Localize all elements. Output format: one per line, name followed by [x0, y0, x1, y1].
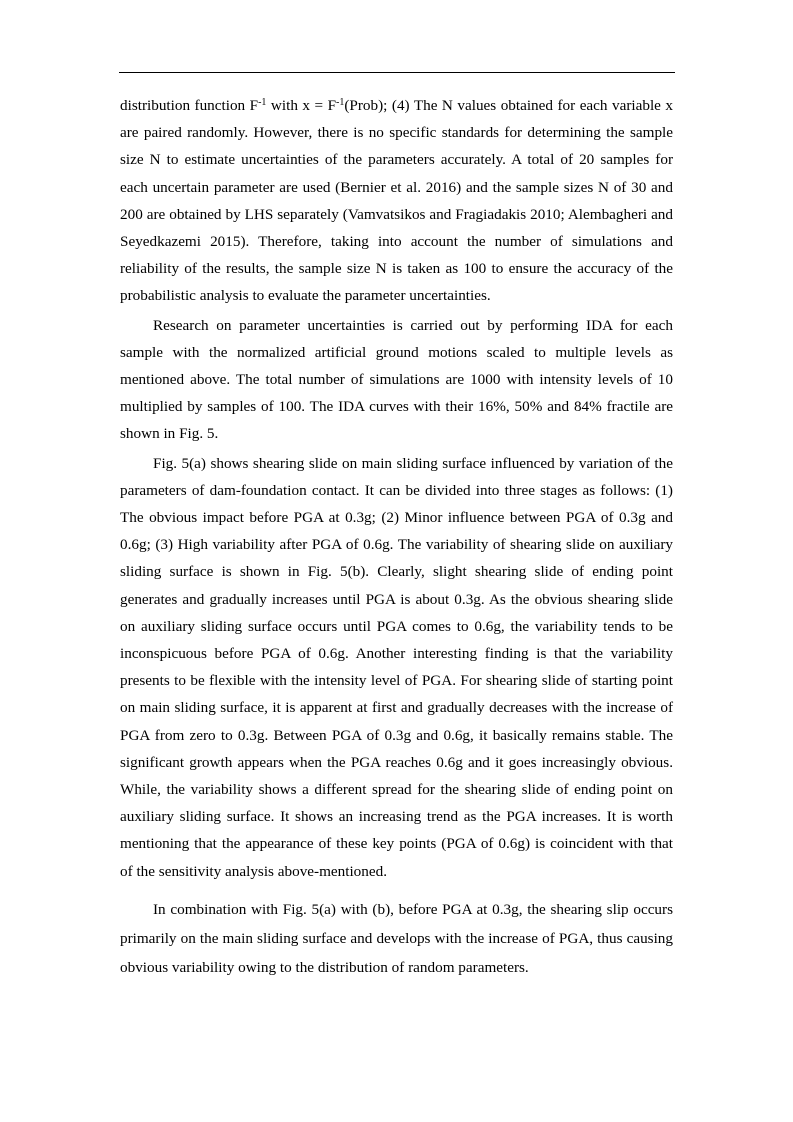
header-rule	[119, 72, 675, 73]
superscript: -1	[336, 97, 345, 108]
text-span: (Prob); (4) The N values obtained for each variable x are paired randomly. However, there is no specific standards for determining the sample size N to estimate uncertainties of the parameters accurately. A total of 20 samples for each uncertain parameter are used (Bernier et al. 2016) and the sample sizes N of 30 and 200 are obtained by LHS separately (Vamvatsikos and Fragiadakis 2010; Alembagheri and Seyedkazemi 2015). Therefore, taking into account the number of simulations and reliability of the results, the sample size N is taken as 100 to ensure the accuracy of the probabilistic analysis to evaluate the parameter uncertainties.	[120, 97, 673, 305]
paragraph-ida-research: Research on parameter uncertainties is carried out by performing IDA for each sample with the normalized artificial ground motions scaled to multiple levels as mentioned above. The total number of simulations are 1000 with intensity levels of 10 multiplied by samples of 100. The IDA curves with their 16%, 50% and 84% fractile are shown in Fig. 5.	[120, 316, 673, 443]
page-body	[120, 92, 673, 982]
paragraph-combination: In combination with Fig. 5(a) with (b), before PGA at 0.3g, the shearing slip occurs primarily on the main sliding surface and develops with the increase of PGA, thus causing obvious variability owing to the distribution of random parameters.	[120, 900, 673, 976]
text-span: distribution function F	[120, 97, 259, 114]
superscript: -1	[258, 97, 267, 108]
text-span: with x = F	[266, 97, 337, 114]
paragraph-fig5-analysis: Fig. 5(a) shows shearing slide on main sliding surface influenced by variation of the parameters of dam-foundation contact. It can be divided into three stages as follows: (1) The obvious impact before PGA at 0.3g; (2) Minor influence between PGA of 0.3g and 0.6g; (3) High variability after PGA of 0.6g. The variability of shearing slide on auxiliary sliding surface is shown in Fig. 5(b). Clearly, slight shearing slide of ending point generates and gradually increases until PGA is about 0.3g. As the obvious shearing slide on auxiliary sliding surface occurs until PGA comes to 0.6g, the variability tends to be inconspicuous before PGA of 0.6g. Another interesting finding is that the variability presents to be flexible with the intensity level of PGA. For shearing slide of starting point on main sliding surface, it is apparent at first and gradually decreases with the increase of PGA from zero to 0.3g. Between PGA of 0.3g and 0.6g, it basically remains stable. The significant growth appears when the PGA reaches 0.6g and it goes increasingly obvious. While, the variability shows a different spread for the shearing slide of ending point on auxiliary sliding surface. It shows an increasing trend as the PGA increases. It is worth mentioning that the appearance of these key points (PGA of 0.6g) is coincident with that of the sensitivity analysis above-mentioned.	[120, 454, 673, 880]
paragraph-continued	[120, 92, 673, 310]
